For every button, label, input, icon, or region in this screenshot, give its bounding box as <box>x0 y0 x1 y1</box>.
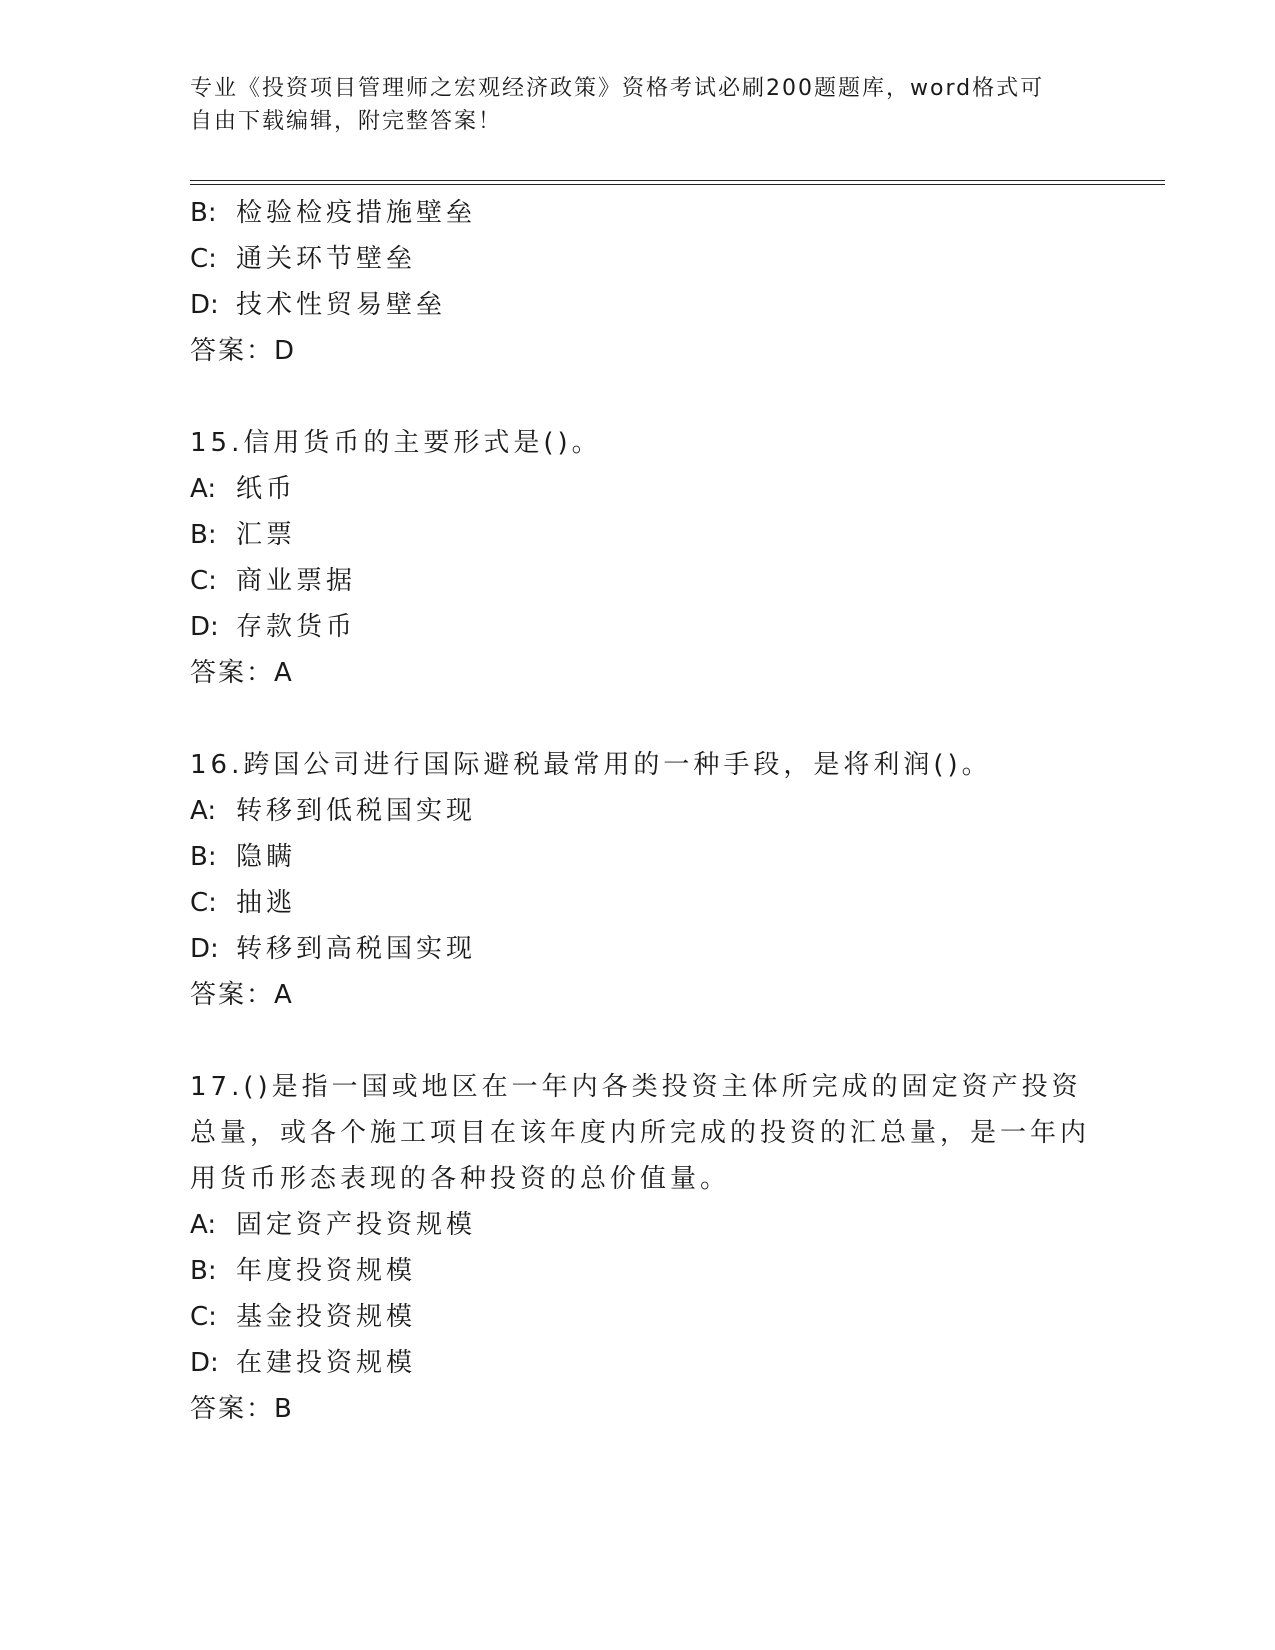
option-label: D: <box>190 1348 219 1378</box>
option-c <box>190 558 1090 604</box>
option-text: 抽逃 <box>236 888 297 918</box>
question-list <box>190 190 1090 1432</box>
option-b <box>190 834 1090 880</box>
spacer <box>190 696 1090 742</box>
option-c <box>190 236 1090 282</box>
spacer <box>190 374 1090 420</box>
question-stem: 17.()是指一国或地区在一年内各类投资主体所完成的固定资产投资总量，或各个施工项目在该年度内所完成的投资的汇总量，是一年内用货币形态表现的各种投资的总价值量。 <box>190 1072 1091 1194</box>
option-a <box>190 1202 1090 1248</box>
answer-line: 答案：D <box>190 336 297 366</box>
option-text: 转移到高税国实现 <box>236 934 477 964</box>
option-a <box>190 788 1090 834</box>
question-17 <box>190 1064 1090 1432</box>
continued-question <box>190 190 1090 374</box>
option-text: 基金投资规模 <box>236 1302 417 1332</box>
option-label: A: <box>190 1210 217 1240</box>
header-line-2: 自由下载编辑，附完整答案！ <box>190 109 503 134</box>
option-label: B: <box>190 842 217 872</box>
spacer <box>190 1018 1090 1064</box>
option-d <box>190 282 1090 328</box>
header-rule-bottom <box>190 184 1165 185</box>
option-text: 纸币 <box>236 474 297 504</box>
option-d <box>190 926 1090 972</box>
option-label: D: <box>190 934 219 964</box>
option-label: D: <box>190 290 219 320</box>
option-label: A: <box>190 474 217 504</box>
option-label: C: <box>190 888 217 918</box>
option-text: 存款货币 <box>236 612 357 642</box>
option-text: 固定资产投资规模 <box>236 1210 477 1240</box>
question-stem: 16.跨国公司进行国际避税最常用的一种手段，是将利润()。 <box>190 750 992 780</box>
option-d <box>190 604 1090 650</box>
option-b <box>190 1248 1090 1294</box>
question-stem: 15.信用货币的主要形式是()。 <box>190 428 602 458</box>
answer-line: 答案：A <box>190 658 294 688</box>
option-text: 转移到低税国实现 <box>236 796 477 826</box>
option-c <box>190 880 1090 926</box>
option-label: C: <box>190 566 217 596</box>
option-label: B: <box>190 520 217 550</box>
option-text: 技术性贸易壁垒 <box>236 290 447 320</box>
answer-line: 答案：A <box>190 980 294 1010</box>
option-label: D: <box>190 612 219 642</box>
option-text: 检验检疫措施壁垒 <box>236 198 477 228</box>
option-text: 通关环节壁垒 <box>236 244 417 274</box>
option-text: 年度投资规模 <box>236 1256 417 1286</box>
option-label: C: <box>190 244 217 274</box>
option-label: C: <box>190 1302 217 1332</box>
question-16 <box>190 742 1090 1018</box>
question-15 <box>190 420 1090 696</box>
option-label: B: <box>190 1256 217 1286</box>
header-rule-top <box>190 180 1165 181</box>
document-header <box>190 72 1090 138</box>
header-line-1: 专业《投资项目管理师之宏观经济政策》资格考试必刷200题题库，word格式可 <box>190 76 1045 101</box>
option-text: 商业票据 <box>236 566 357 596</box>
option-label: B: <box>190 198 217 228</box>
option-text: 隐瞒 <box>236 842 297 872</box>
option-b <box>190 512 1090 558</box>
option-b <box>190 190 1090 236</box>
option-c <box>190 1294 1090 1340</box>
option-a <box>190 466 1090 512</box>
option-text: 在建投资规模 <box>236 1348 417 1378</box>
option-text: 汇票 <box>236 520 297 550</box>
option-label: A: <box>190 796 217 826</box>
answer-line: 答案：B <box>190 1394 294 1424</box>
option-d <box>190 1340 1090 1386</box>
